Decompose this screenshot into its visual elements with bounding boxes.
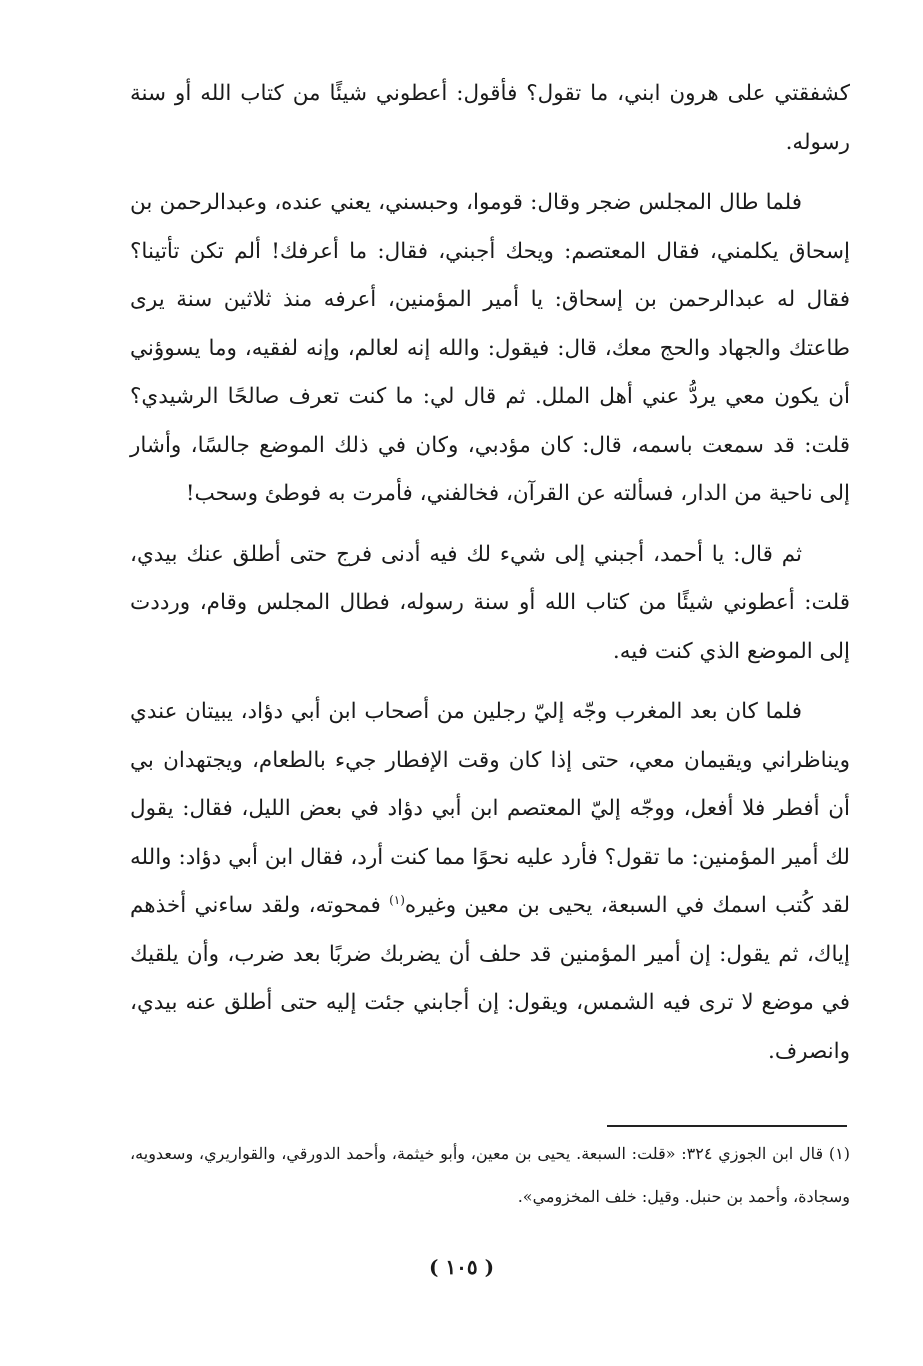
paragraph-4-text-after: فمحوته، ولقد ساءني أخذهم إياك، ثم يقول: إن أمير المؤمنين قد حلف أن يضربك ضربًا بعد ضرب، وأن يلقيك في موضع لا ترى فيه الشمس، ويقول: إن أجابني جئت إليه حتى أطلق عنه بيدي، وانصرف. xyxy=(130,893,850,1064)
paragraph-1: كشفقتي على هرون ابني، ما تقول؟ فأقول: أعطوني شيئًا من كتاب الله أو سنة رسوله. xyxy=(130,81,850,155)
page-number: ( ١٠٥ ) xyxy=(428,1255,495,1279)
paragraph-3: ثم قال: يا أحمد، أجبني إلى شيء لك فيه أدنى فرج حتى أطلق عنك بيدي، قلت: أعطوني شيئًا من كتاب الله أو سنة رسوله، فطال المجلس وقام، ورددت إلى الموضع الذي كنت فيه. xyxy=(130,541,850,664)
footnote-1: (١) قال ابن الجوزي ٣٢٤: «قلت: السبعة. يحيى بن معين، وأبو خيثمة، وأحمد الدورقي، والقواريري، وسعدويه، وسجادة، وأحمد بن حنبل. وقيل: خلف المخزومي». xyxy=(130,1144,850,1206)
paragraph-4 xyxy=(130,688,850,1076)
footnote-reference: (١) xyxy=(389,892,405,907)
main-text xyxy=(130,70,850,1088)
footnote-separator xyxy=(607,1125,847,1127)
paragraph-4-text-before: فلما كان بعد المغرب وجّه إليّ رجلين من أصحاب ابن أبي دؤاد، يبيتان عندي ويناظراني ويقيمان معي، حتى إذا كان وقت الإفطار جيء بالطعام، ويجتهدان بي أن أفطر فلا أفعل، ووجّه إليّ المعتصم ابن أبي دؤاد في بعض الليل، فقال: يقول لك أمير المؤمنين: ما تقول؟ فأرد عليه نحوًا مما كنت أرد، فقال ابن أبي دؤاد: والله لقد كُتب اسمك في السبعة، يحيى بن معين وغيره xyxy=(130,699,850,918)
paragraph-2: فلما طال المجلس ضجر وقال: قوموا، وحبسني، يعني عنده، وعبدالرحمن بن إسحاق يكلمني، فقال المعتصم: ويحك أجبني، فقال: ما أعرفك! ألم تكن تأتينا؟ فقال له عبدالرحمن بن إسحاق: يا أمير المؤمنين، أعرفه منذ ثلاثين سنة يرى طاعتك والجهاد والحج معك، قال: فيقول: والله إنه لعالم، وإنه لفقيه، وما يسوؤني أن يكون معي يردُّ عني أهل الملل. ثم قال لي: ما كنت تعرف صالحًا الرشيدي؟ قلت: قد سمعت باسمه، قال: كان مؤدبي، وكان في ذلك الموضع جالسًا، وأشار إلى ناحية من الدار، فسألته عن القرآن، فخالفني، فأمرت به فوطئ وسحب! xyxy=(130,190,850,506)
footnotes xyxy=(130,1132,850,1218)
